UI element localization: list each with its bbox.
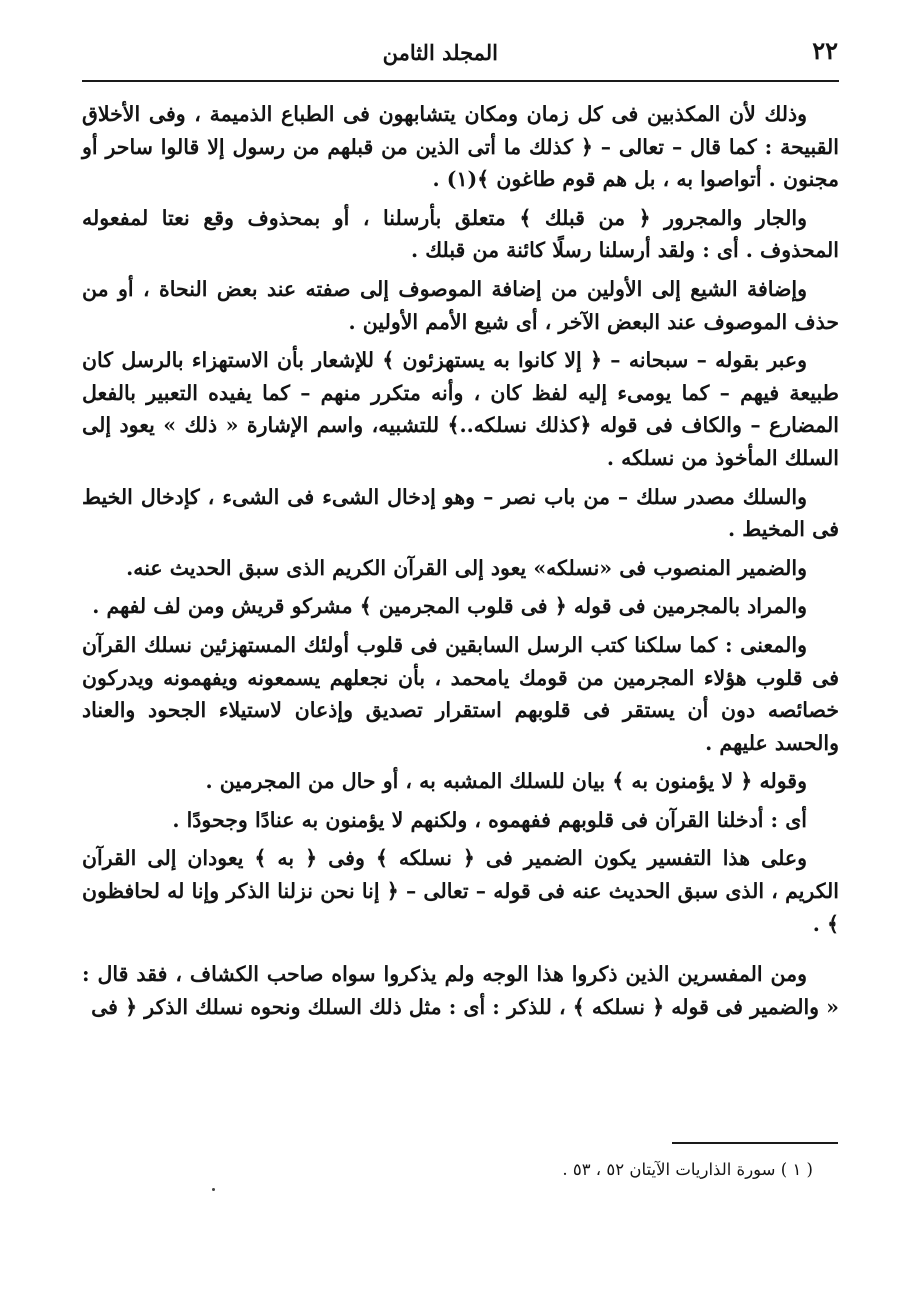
scan-speck	[212, 1188, 215, 1191]
body-text	[82, 98, 839, 1029]
paragraph-3: وإضافة الشيع إلى الأولين من إضافة الموصوف إلى صفته عند بعض النحاة ، أو من حذف الموصوف عند البعض الآخر ، أى شيع الأمم الأولين .	[82, 276, 839, 334]
page-number: ٢٢	[812, 36, 838, 65]
paragraph-11: وعلى هذا التفسير يكون الضمير فى ﴿ نسلكه ﴾ وفى ﴿ به ﴾ يعودان إلى القرآن الكريم ، الذى سبق الحديث عنه فى قوله – تعالى – ﴿ إنا نحن نزلنا الذكر وإنا له لحافظون ﴾ .	[82, 846, 839, 936]
paragraph-5: والسلك مصدر سلك – من باب نصر – وهو إدخال الشىء فى الشىء ، كإدخال الخيط فى المخيط .	[82, 484, 839, 542]
page-header	[80, 32, 838, 72]
paragraph-8: والمعنى : كما سلكنا كتب الرسل السابقين فى قلوب أولئك المستهزئين نسلك القرآن فى قلوب هؤلاء المجرمين من قومك يامحمد ، بأن نجعلهم يسمعونه ويفهمونه ويدركون خصائصه دون أن يستقر فى قلوبهم استقرار تصديق وإذعان لاستيلاء الجحود والعناد والحسد عليهم .	[82, 632, 839, 755]
paragraph-6: والضمير المنصوب فى «نسلكه» يعود إلى القرآن الكريم الذى سبق الحديث عنه.	[126, 555, 807, 580]
paragraph-10: أى : أدخلنا القرآن فى قلوبهم ففهموه ، ولكنهم لا يؤمنون به عنادًا وجحودًا .	[172, 807, 807, 832]
paragraph-4: وعبر بقوله – سبحانه – ﴿ إلا كانوا به يستهزئون ﴾ للإشعار بأن الاستهزاء بالرسل كان طبيعة فيهم – كما يومىء إليه لفظ كان ، وأنه متكرر منهم – كما يفيده التعبير بالفعل المضارع – والكاف فى قوله ﴿كذلك نسلكه..﴾ للتشبيه، واسم الإشارة « ذلك » يعود إلى السلك المأخوذ من نسلكه .	[82, 348, 839, 470]
paragraph-7: والمراد بالمجرمين فى قوله ﴿ فى قلوب المجرمين ﴾ مشركو قريش ومن لف لفهم .	[92, 594, 807, 619]
running-title: المجلد الثامن	[382, 40, 498, 65]
paragraph-12: ومن المفسرين الذين ذكروا هذا الوجه ولم يذكروا سواه صاحب الكشاف ، فقد قال : « والضمير فى قوله ﴿ نسلكه ﴾ ، للذكر : أى : مثل ذلك السلك ونحوه نسلك الذكر ﴿ فى	[82, 962, 839, 1019]
footnote-rule	[672, 1142, 838, 1144]
paragraph-1: وذلك لأن المكذبين فى كل زمان ومكان يتشابهون فى الطباع الذميمة ، وفى الأخلاق القبيحة : كما قال – تعالى – ﴿ كذلك ما أتى الذين من قبلهم من رسول إلا قالوا ساحر أو مجنون . أتواصوا به ، بل هم قوم طاغون ﴾(١) .	[82, 102, 839, 192]
paragraph-2: والجار والمجرور ﴿ من قبلك ﴾ متعلق بأرسلنا ، أو بمحذوف وقع نعتا لمفعوله المحذوف . أى : ولقد أرسلنا رسلًا كائنة من قبلك .	[82, 205, 839, 263]
header-rule	[82, 80, 839, 82]
footnote: ( ١ ) سورة الذاريات الآيتان ٥٢ ، ٥٣ .	[562, 1160, 813, 1179]
paragraph-9: وقوله ﴿ لا يؤمنون به ﴾ بيان للسلك المشبه به ، أو حال من المجرمين .	[205, 769, 807, 794]
